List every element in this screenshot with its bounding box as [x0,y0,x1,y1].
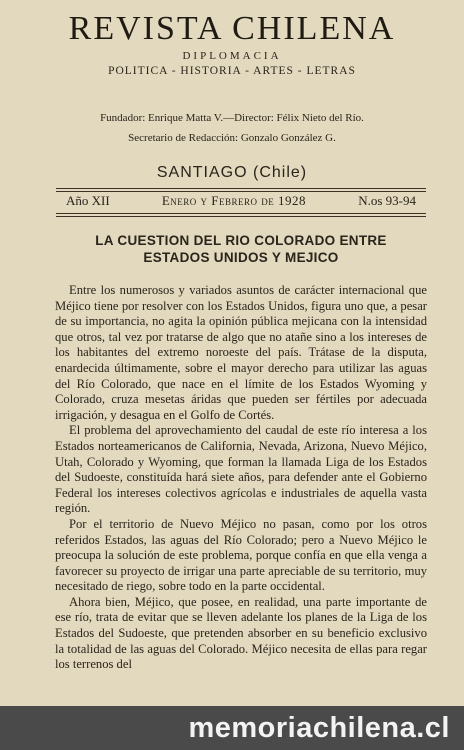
article-title-line-1: LA CUESTION DEL RIO COLORADO ENTRE [95,233,387,248]
issue-year: Año XII [66,193,110,208]
issue-line [66,193,416,209]
bottom-rule-inner [56,216,426,217]
journal-subtitle: DIPLOMACIA [182,50,282,62]
top-rule-inner [56,191,426,192]
journal-title: REVISTA CHILENA [68,10,396,47]
masthead [0,10,464,77]
article-title-line-2: ESTADOS UNIDOS Y MEJICO [143,250,339,265]
top-rule [56,188,426,189]
article-body [55,283,427,673]
paragraph: Entre los numerosos y variados asuntos de carácter internacional que Méjico tiene por resolver con los Estados Unidos, figura uno que, a pesar de su importancia, no agita la opinión pública mejicana con la intensidad que otros, tal vez por tratarse de algo que no atañe sino a los intereses de los habitantes del extremo noroeste del país. Trátase de la disputa, enardecida últimamente, sobre el mayor derecho para utilizar las aguas del Río Colorado, que nace en el límite de los Estados Wyoming y Colorado, cruza mesetas áridas que pueden ser fértiles por adecuada irrigación, y desagua en el Golfo de Cortés. [55,283,427,422]
bottom-rule [56,213,426,214]
issue-numbers: N.os 93-94 [358,193,416,208]
publication-city: SANTIAGO (Chile) [156,164,308,181]
paragraph: Por el territorio de Nuevo Méjico no pasan, como por los otros referidos Estados, las aguas del Río Colorado; pero a Nuevo Méjico le preocupa la solución de este problema, porque confía en que ella venga a favorecer su proyecto de irrigar una parte apreciable de su territorio, muy necesitado de riego, sobre todo en la parte occidental. [55,516,427,594]
watermark-logo: memoriachilena.cl [188,712,450,744]
article-title [60,232,422,266]
issue-dates: Enero y Febrero de 1928 [161,193,307,208]
paragraph: Ahora bien, Méjico, que posee, en realidad, una parte importante de ese río, trata de evitar que se lleven adelante los planes de la Liga de los Estados del Sudoeste, que pretenden absorber en su beneficio exclusivo la totalidad de las aguas del Colorado. Méjico necesita de ellas para regar los terrenos del [55,594,427,672]
secretary-line: Secretario de Redacción: Gonzalo González G. [128,132,336,144]
founder-director-line: Fundador: Enrique Matta V.—Director: Félix Nieto del Río. [100,112,364,124]
credits [0,108,464,148]
watermark-bar [0,706,464,750]
paragraph: El problema del aprovechamiento del caudal de este río interesa a los Estados norteamericanos de California, Nevada, Arizona, Nuevo Méjico, Utah, Colorado y Wyoming, que forman la llamada Liga de los Estados del Sudoeste, constituída hará siete años, para defender ante el Gobierno Federal los intereses colectivos agrícolas e industriales de aquella vasta región. [55,423,427,516]
journal-topics: POLITICA - HISTORIA - ARTES - LETRAS [108,65,356,77]
